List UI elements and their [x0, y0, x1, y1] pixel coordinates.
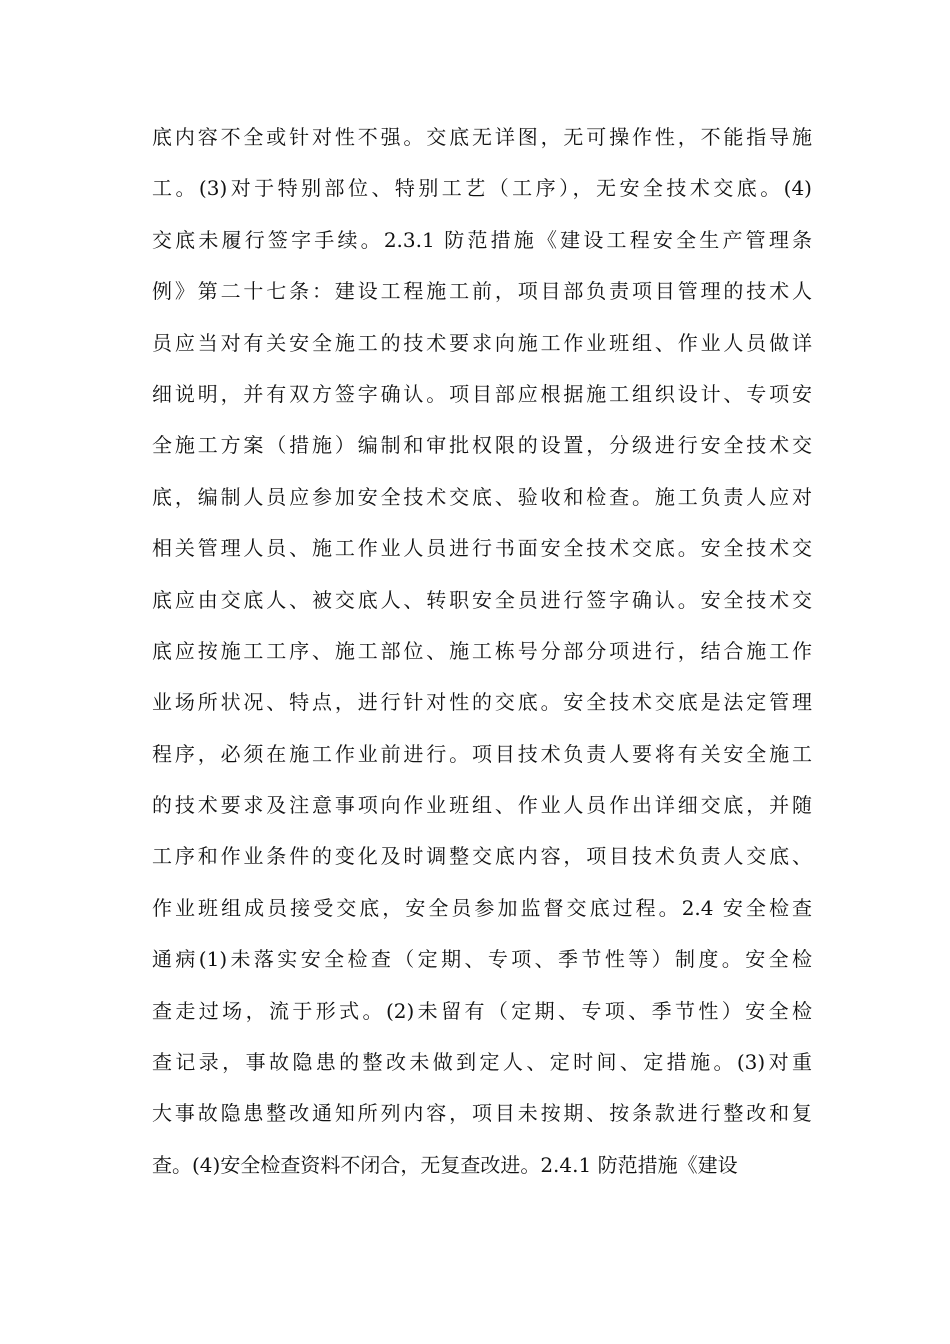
- text-line-13: 程序，必须在施工作业前进行。项目技术负责人要将有关安全施工: [152, 741, 812, 766]
- text-line-18: 查走过场，流于形式。(2)未留有（定期、专项、季节性）安全检: [152, 998, 812, 1023]
- text-line-20: 大事故隐患整改通知所列内容，项目未按期、按条款进行整改和复: [152, 1101, 812, 1126]
- text-line-12: 业场所状况、特点，进行针对性的交底。安全技术交底是法定管理: [152, 690, 812, 715]
- text-line-2: 工。(3)对于特别部位、特别工艺（工序），无安全技术交底。(4): [152, 176, 812, 201]
- text-line-5: 员应当对有关安全施工的技术要求向施工作业班组、作业人员做详: [152, 330, 812, 355]
- text-line-15: 工序和作业条件的变化及时调整交底内容，项目技术负责人交底、: [152, 844, 812, 869]
- text-line-17: 通病(1)未落实安全检查（定期、专项、季节性等）制度。安全检: [152, 947, 812, 972]
- text-line-6: 细说明，并有双方签字确认。项目部应根据施工组织设计、专项安: [152, 381, 812, 406]
- text-line-1: 底内容不全或针对性不强。交底无详图，无可操作性，不能指导施: [152, 125, 812, 149]
- text-line-16: 作业班组成员接受交底，安全员参加监督交底过程。2.4 安全检查: [152, 895, 812, 920]
- text-line-11: 底应按施工工序、施工部位、施工栋号分部分项进行，结合施工作: [152, 638, 812, 663]
- text-line-21: 查。(4)安全检查资料不闭合，无复查改进。2.4.1 防范措施《建设: [152, 1152, 738, 1177]
- text-line-7: 全施工方案（措施）编制和审批权限的设置，分级进行安全技术交: [152, 433, 812, 458]
- text-line-9: 相关管理人员、施工作业人员进行书面安全技术交底。安全技术交: [152, 536, 812, 561]
- text-line-14: 的技术要求及注意事项向作业班组、作业人员作出详细交底，并随: [152, 793, 812, 818]
- text-line-10: 底应由交底人、被交底人、转职安全员进行签字确认。安全技术交: [152, 587, 812, 612]
- text-line-3: 交底未履行签字手续。2.3.1 防范措施《建设工程安全生产管理条: [152, 227, 812, 252]
- text-line-4: 例》第二十七条：建设工程施工前，项目部负责项目管理的技术人: [152, 279, 812, 304]
- text-line-8: 底，编制人员应参加安全技术交底、验收和检查。施工负责人应对: [152, 484, 812, 509]
- body-text: [152, 112, 812, 1191]
- text-line-19: 查记录，事故隐患的整改未做到定人、定时间、定措施。(3)对重: [152, 1050, 812, 1075]
